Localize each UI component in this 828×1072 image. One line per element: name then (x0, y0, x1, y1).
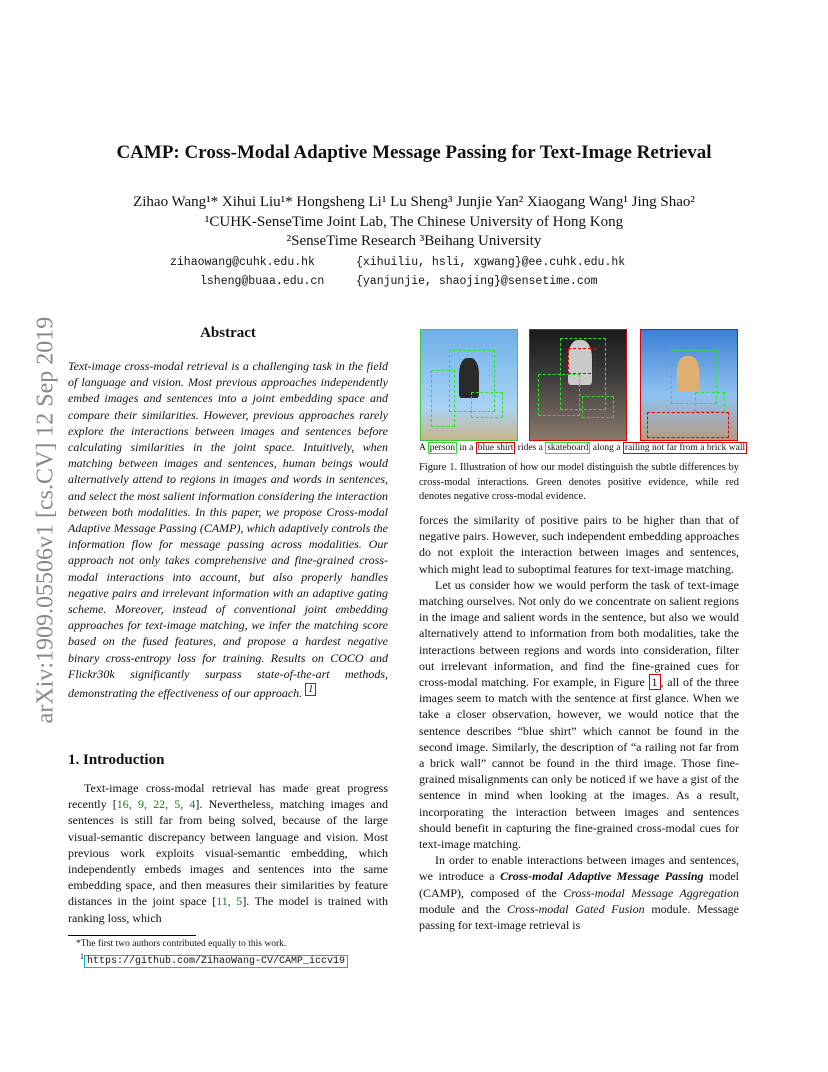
phrase-skateboard-positive: skateboard (547, 443, 589, 453)
abstract-text: Text-image cross-modal retrieval is a challenging task in the field of language and vision. Most previous approaches independently embed images and sentences into a joint embedding space and compare their similarities. However, previous approaches rarely explore the interactions between images and sentences before calculating similarities in the joint space. Intuitively, when matching between images and sentences, human beings would alternatively attend to regions in images and words in sentences, and select the most salient information considering the interaction between both modalities. In this paper, we propose Cross-modal Adaptive Message Passing (CAMP), which adaptively controls the information flow for message passing across modalities. Our approach not only takes comprehensive and fine-grained cross-modal interactions into account, but also properly handles negative pairs and irrelevant information with an adaptive gating scheme. Moreover, instead of conventional joint embedding approaches for text-image matching, we infer the matching score based on the fused features, and propose a hardest negative binary cross-entropy loss for training. Results on COCO and Flickr30k significantly surpass state-of-the-art methods, demonstrating the effectiveness of our approach. (68, 359, 388, 701)
para-text: Let us consider how we would perform the task of text-image matching ourselves. Not only do we concentrate on salient regions in the image and salient words in the sentence, but also we would alternatively attend to information from both modalities, take the interactions between regions and words into consideration, filter out irrelevant information, and find the fine-grained cues for cross-modal matching. For example, in Figure (419, 577, 739, 690)
positive-region-box (431, 370, 455, 427)
footnote-divider (68, 935, 196, 936)
phrase-person-positive: person (429, 443, 456, 453)
abstract-heading: Abstract (200, 325, 256, 341)
author-list: Zihao Wang¹* Xihui Liu¹* Hongsheng Li¹ Lu Sheng³ Junjie Yan² Xiaogang Wang¹ Jing Shao² (133, 194, 695, 210)
module-name: Cross-modal Gated Fusion (507, 901, 645, 916)
email-1: zihaowang@cuhk.edu.hk (170, 256, 315, 269)
email-2: {xihuiliu, hsli, xgwang}@ee.cuhk.edu.hk (356, 256, 626, 269)
figure-image-2 (529, 329, 627, 441)
sentence-word: in a (459, 443, 474, 453)
arxiv-stamp (34, 285, 58, 755)
positive-region-box (538, 374, 580, 416)
figure-ref-link[interactable]: 1 (649, 674, 661, 690)
figure-image-3 (640, 329, 738, 441)
affiliation-1: ¹CUHK-SenseTime Joint Lab, The Chinese University of Hong Kong (204, 214, 624, 230)
negative-region-box (647, 412, 729, 438)
email-4: {yanjunjie, shaojing}@sensetime.com (356, 275, 598, 288)
para-text: module and the (419, 901, 508, 916)
phrase-railing-negative: railing not far from a brick wall (624, 443, 746, 453)
paper-title: CAMP: Cross-Modal Adaptive Message Passing for Text-Image Retrieval (116, 142, 712, 163)
positive-region-box (695, 392, 725, 412)
footnote-equal-contribution: *The first two authors contributed equally to this work. (76, 939, 287, 949)
footnote-code-url (80, 952, 348, 967)
right-column-body (419, 512, 739, 933)
para-text: module. Message passing for text-image retrieval is (419, 901, 740, 933)
footnote-mark: 1 (80, 952, 84, 961)
arxiv-stamp-text: arXiv:1909.05506v1 [cs.CV] 12 Sep 2019 (32, 316, 59, 724)
module-name: Cross-modal Message Aggregation (563, 885, 739, 900)
citation-link[interactable]: 11, 5 (216, 894, 243, 909)
phrase-blue-shirt-negative: blue shirt (477, 443, 514, 453)
email-3: lsheng@buaa.edu.cn (200, 275, 325, 288)
github-link[interactable]: https://github.com/ZihaoWang-CV/CAMP_iccv19 (84, 955, 348, 968)
figure-sentence (419, 443, 747, 453)
intro-text-c: ]. The model is trained with ranking loss, which (68, 894, 388, 925)
section-heading-introduction: 1. Introduction (68, 752, 165, 768)
negative-region-box (568, 348, 596, 374)
model-name: Cross-modal Adaptive Message Passing (500, 869, 704, 884)
figure-caption: Figure 1. Illustration of how our model distinguish the subtle differences by cross-modal interactions. Green denotes positive evidence, while red denotes negative cross-modal evidence. (419, 462, 739, 502)
intro-text-b: ]. Nevertheless, matching images and sentences is still far from being solved, because of the large visual-semantic discrepancy between language and vision. Most previous work exploits visual-semantic embedding, which independently embeds images and sentences into the same embedding space, and then measures their similarities by feature distances in the joint space [ (68, 797, 388, 909)
positive-region-box (582, 396, 614, 418)
intro-paragraph (68, 780, 388, 926)
affiliation-2: ²SenseTime Research ³Beihang University (286, 233, 542, 249)
abstract-footnote-link[interactable]: 1 (305, 683, 316, 696)
figure-image-1 (420, 329, 518, 441)
intro-text-a: Text-image cross-modal retrieval has made great progress recently [ (68, 781, 388, 812)
positive-region-box (471, 392, 503, 418)
para-text: In order to enable interactions between images and sentences, we introduce a (419, 853, 739, 884)
sentence-word: A (419, 443, 426, 453)
citation-link[interactable]: 16, 9, 22, 5, 4 (116, 797, 196, 812)
paragraph: forces the similarity of positive pairs to be higher than that of negative pairs. However, such independent embedding approaches do not exploit the interaction between images and sentences, which might lead to suboptimal features for text-image matching. (419, 513, 739, 576)
sentence-word: rides a (517, 443, 543, 453)
paragraph (419, 852, 739, 933)
abstract-body (68, 358, 388, 701)
para-text: model (CAMP), composed of the (419, 869, 740, 900)
sentence-word: along a (592, 443, 621, 453)
para-text: , all of the three images seem to match with the sentence at first glance. When we take a closer observation, however, we would notice that the sentence describes “blue shirt” which cannot be found in the second image. Similarly, the description of “a railing not far from a brick wall” cannot be found in the third image. Those fine-grained misalignments can only be noticed if we have a gist of the sentence in mind when looking at the images. As a result, incorporating the interaction between images and sentences should benefit in capturing the fine-grained cross-modal cues for text-image matching. (419, 675, 739, 852)
paragraph (419, 577, 739, 852)
